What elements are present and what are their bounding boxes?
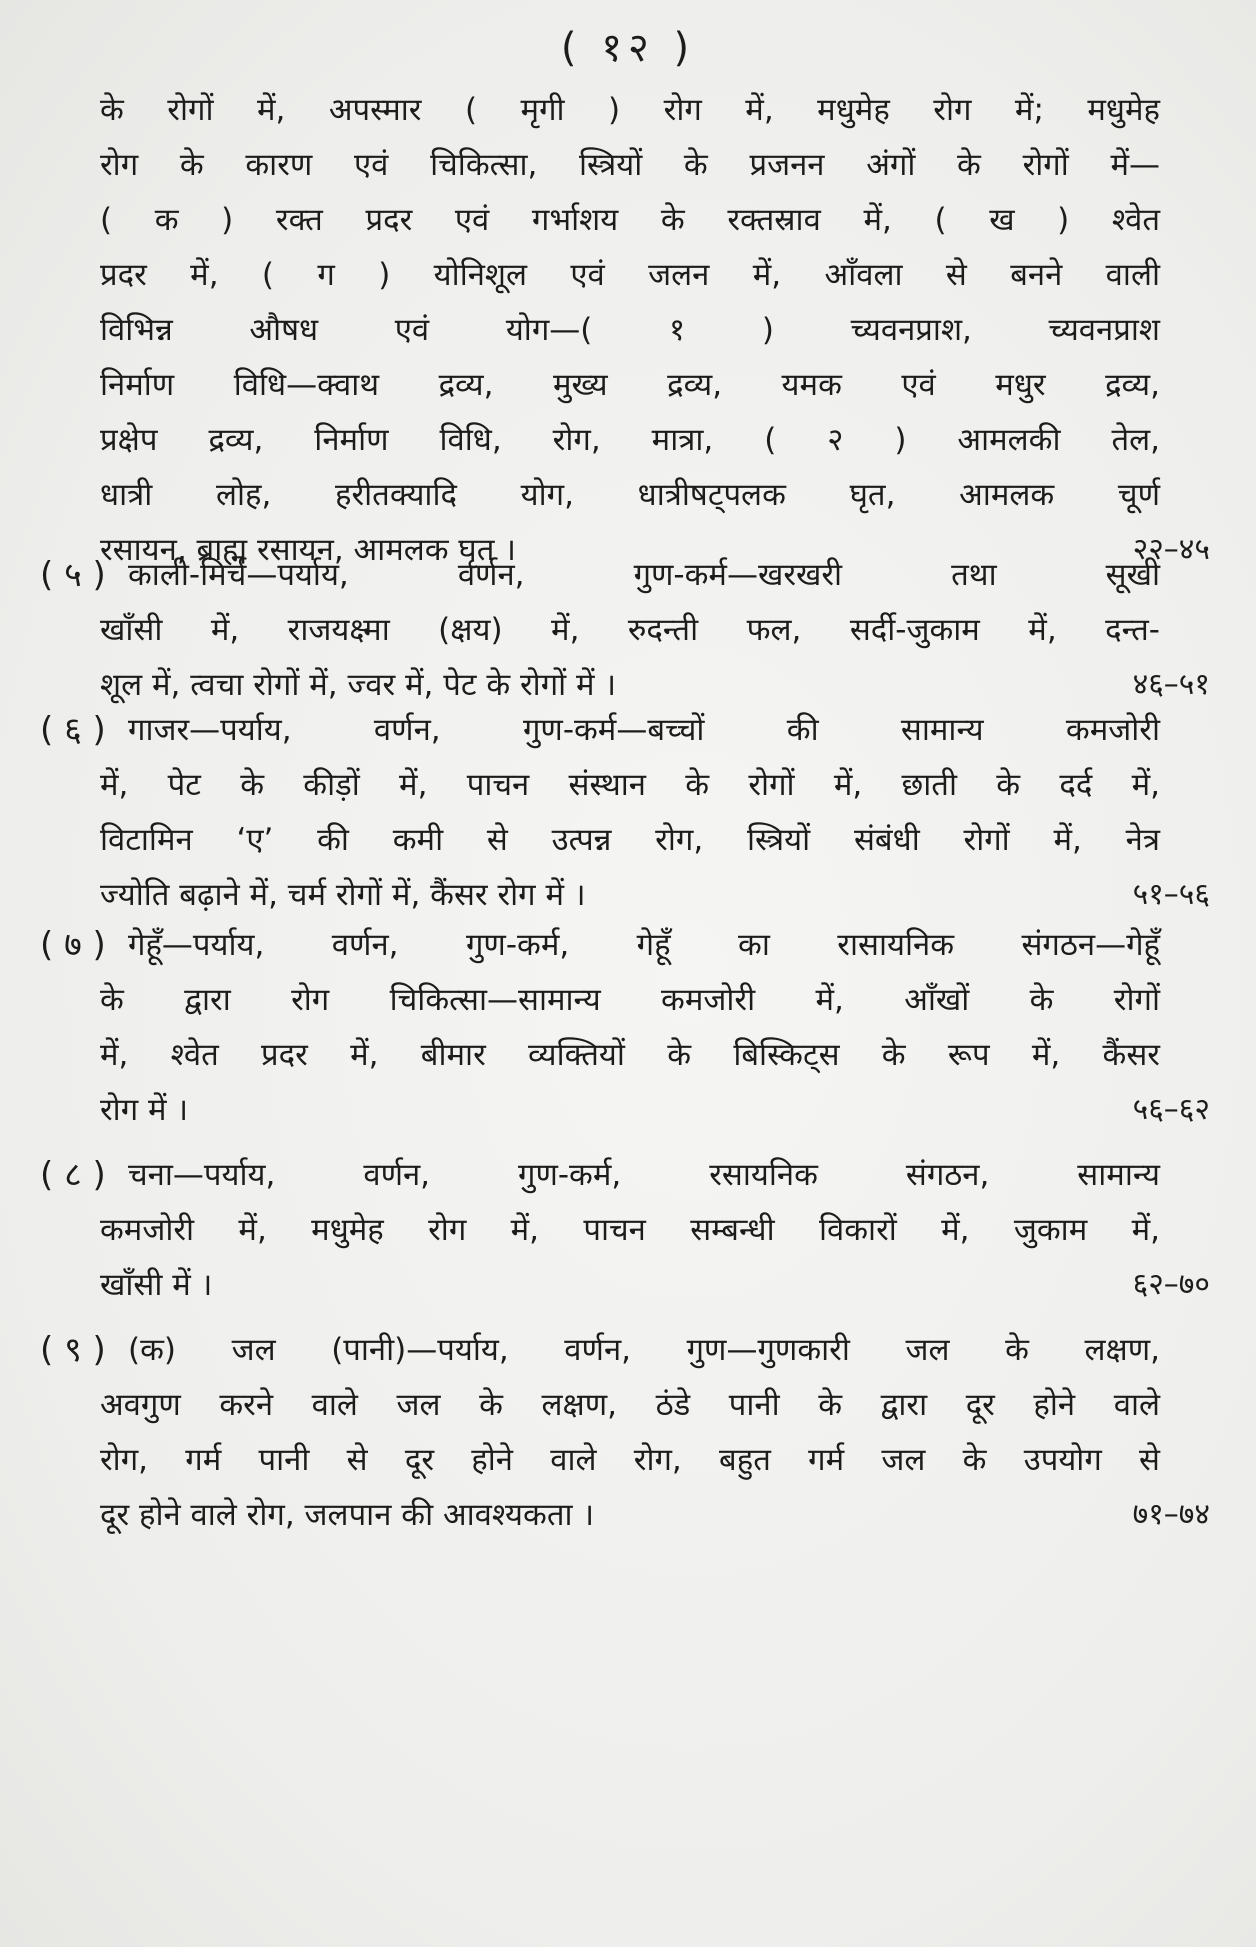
entry-line: दूर होने वाले रोग, जलपान की आवश्यकता । — [100, 1497, 595, 1533]
entry-line: प्रदर में, ( ग ) योनिशूल एवं जलन में, आँवला से बनने वाली — [100, 257, 1160, 293]
page-number: ( १२ ) — [560, 25, 696, 71]
entry-line: कमजोरी में, मधुमेह रोग में, पाचन सम्बन्धी विकारों में, जुकाम में, — [100, 1212, 1160, 1248]
entry-line: धात्री लोह, हरीतक्यादि योग, धात्रीषट्पलक घृत, आमलक चूर्ण — [100, 477, 1160, 513]
entry-line: ज्योति बढ़ाने में, चर्म रोगों में, कैंसर रोग में । — [100, 877, 586, 913]
entry-line: गाजर—पर्याय, वर्णन, गुण-कर्म—बच्चों की सामान्य कमजोरी — [128, 712, 1160, 748]
entry-line: शूल में, त्वचा रोगों में, ज्वर में, पेट के रोगों में । — [100, 667, 617, 703]
entry-number: ( ९ ) — [40, 1330, 106, 1370]
entry-number: ( ५ ) — [40, 555, 106, 595]
entry-line: निर्माण विधि—क्वाथ द्रव्य, मुख्य द्रव्य, यमक एवं मधुर द्रव्य, — [100, 367, 1160, 403]
entry-line: रोग, गर्म पानी से दूर होने वाले रोग, बहुत गर्म जल के उपयोग से — [100, 1442, 1160, 1478]
entry-number: ( ६ ) — [40, 710, 106, 750]
entry-line: विभिन्न औषध एवं योग—( १ ) च्यवनप्राश, च्यवनप्राश — [100, 312, 1160, 348]
entry-number: ( ८ ) — [40, 1155, 106, 1195]
page-range: ५६–६२ — [1132, 1092, 1210, 1127]
page-range: ४६–५१ — [1132, 667, 1210, 702]
entry-line: अवगुण करने वाले जल के लक्षण, ठंडे पानी के द्वारा दूर होने वाले — [100, 1387, 1160, 1423]
entry-line: खाँसी में । — [100, 1267, 213, 1303]
entry-line: में, पेट के कीड़ों में, पाचन संस्थान के रोगों में, छाती के दर्द में, — [100, 767, 1160, 803]
entry-number: ( ७ ) — [40, 925, 106, 965]
entry-line: ( क ) रक्त प्रदर एवं गर्भाशय के रक्तस्राव में, ( ख ) श्वेत — [100, 202, 1160, 238]
page-range: २२–४५ — [1132, 532, 1210, 567]
entry-line: के द्वारा रोग चिकित्सा—सामान्य कमजोरी में, आँखों के रोगों — [100, 982, 1160, 1018]
entry-line: रोग में । — [100, 1092, 189, 1128]
entry-line: में, श्वेत प्रदर में, बीमार व्यक्तियों के बिस्किट्स के रूप में, कैंसर — [100, 1037, 1160, 1073]
page-range: ६२–७० — [1132, 1267, 1210, 1302]
entry-line: के रोगों में, अपस्मार ( मृगी ) रोग में, मधुमेह रोग में; मधुमेह — [100, 92, 1160, 128]
entry-line: चना—पर्याय, वर्णन, गुण-कर्म, रसायनिक संगठन, सामान्य — [128, 1157, 1160, 1193]
page-range: ७१–७४ — [1132, 1497, 1210, 1532]
entry-line: (क) जल (पानी)—पर्याय, वर्णन, गुण—गुणकारी जल के लक्षण, — [128, 1332, 1160, 1368]
entry-line: गेहूँ—पर्याय, वर्णन, गुण-कर्म, गेहूँ का रासायनिक संगठन—गेहूँ — [128, 927, 1160, 963]
entry-line: काली-मिर्च—पर्याय, वर्णन, गुण-कर्म—खरखरी तथा सूखी — [128, 557, 1160, 593]
entry-line: रोग के कारण एवं चिकित्सा, स्त्रियों के प्रजनन अंगों के रोगों में— — [100, 147, 1160, 183]
entry-line: विटामिन ‘ए’ की कमी से उत्पन्न रोग, स्त्रियों संबंधी रोगों में, नेत्र — [100, 822, 1160, 858]
entry-line: रसायन, ब्राह्म रसायन, आमलक घृत । — [100, 532, 517, 568]
page-range: ५१–५६ — [1132, 877, 1210, 912]
entry-line: प्रक्षेप द्रव्य, निर्माण विधि, रोग, मात्रा, ( २ ) आमलकी तेल, — [100, 422, 1160, 458]
entry-line: खाँसी में, राजयक्ष्मा (क्षय) में, रुदन्ती फल, सर्दी-जुकाम में, दन्त- — [100, 612, 1160, 648]
